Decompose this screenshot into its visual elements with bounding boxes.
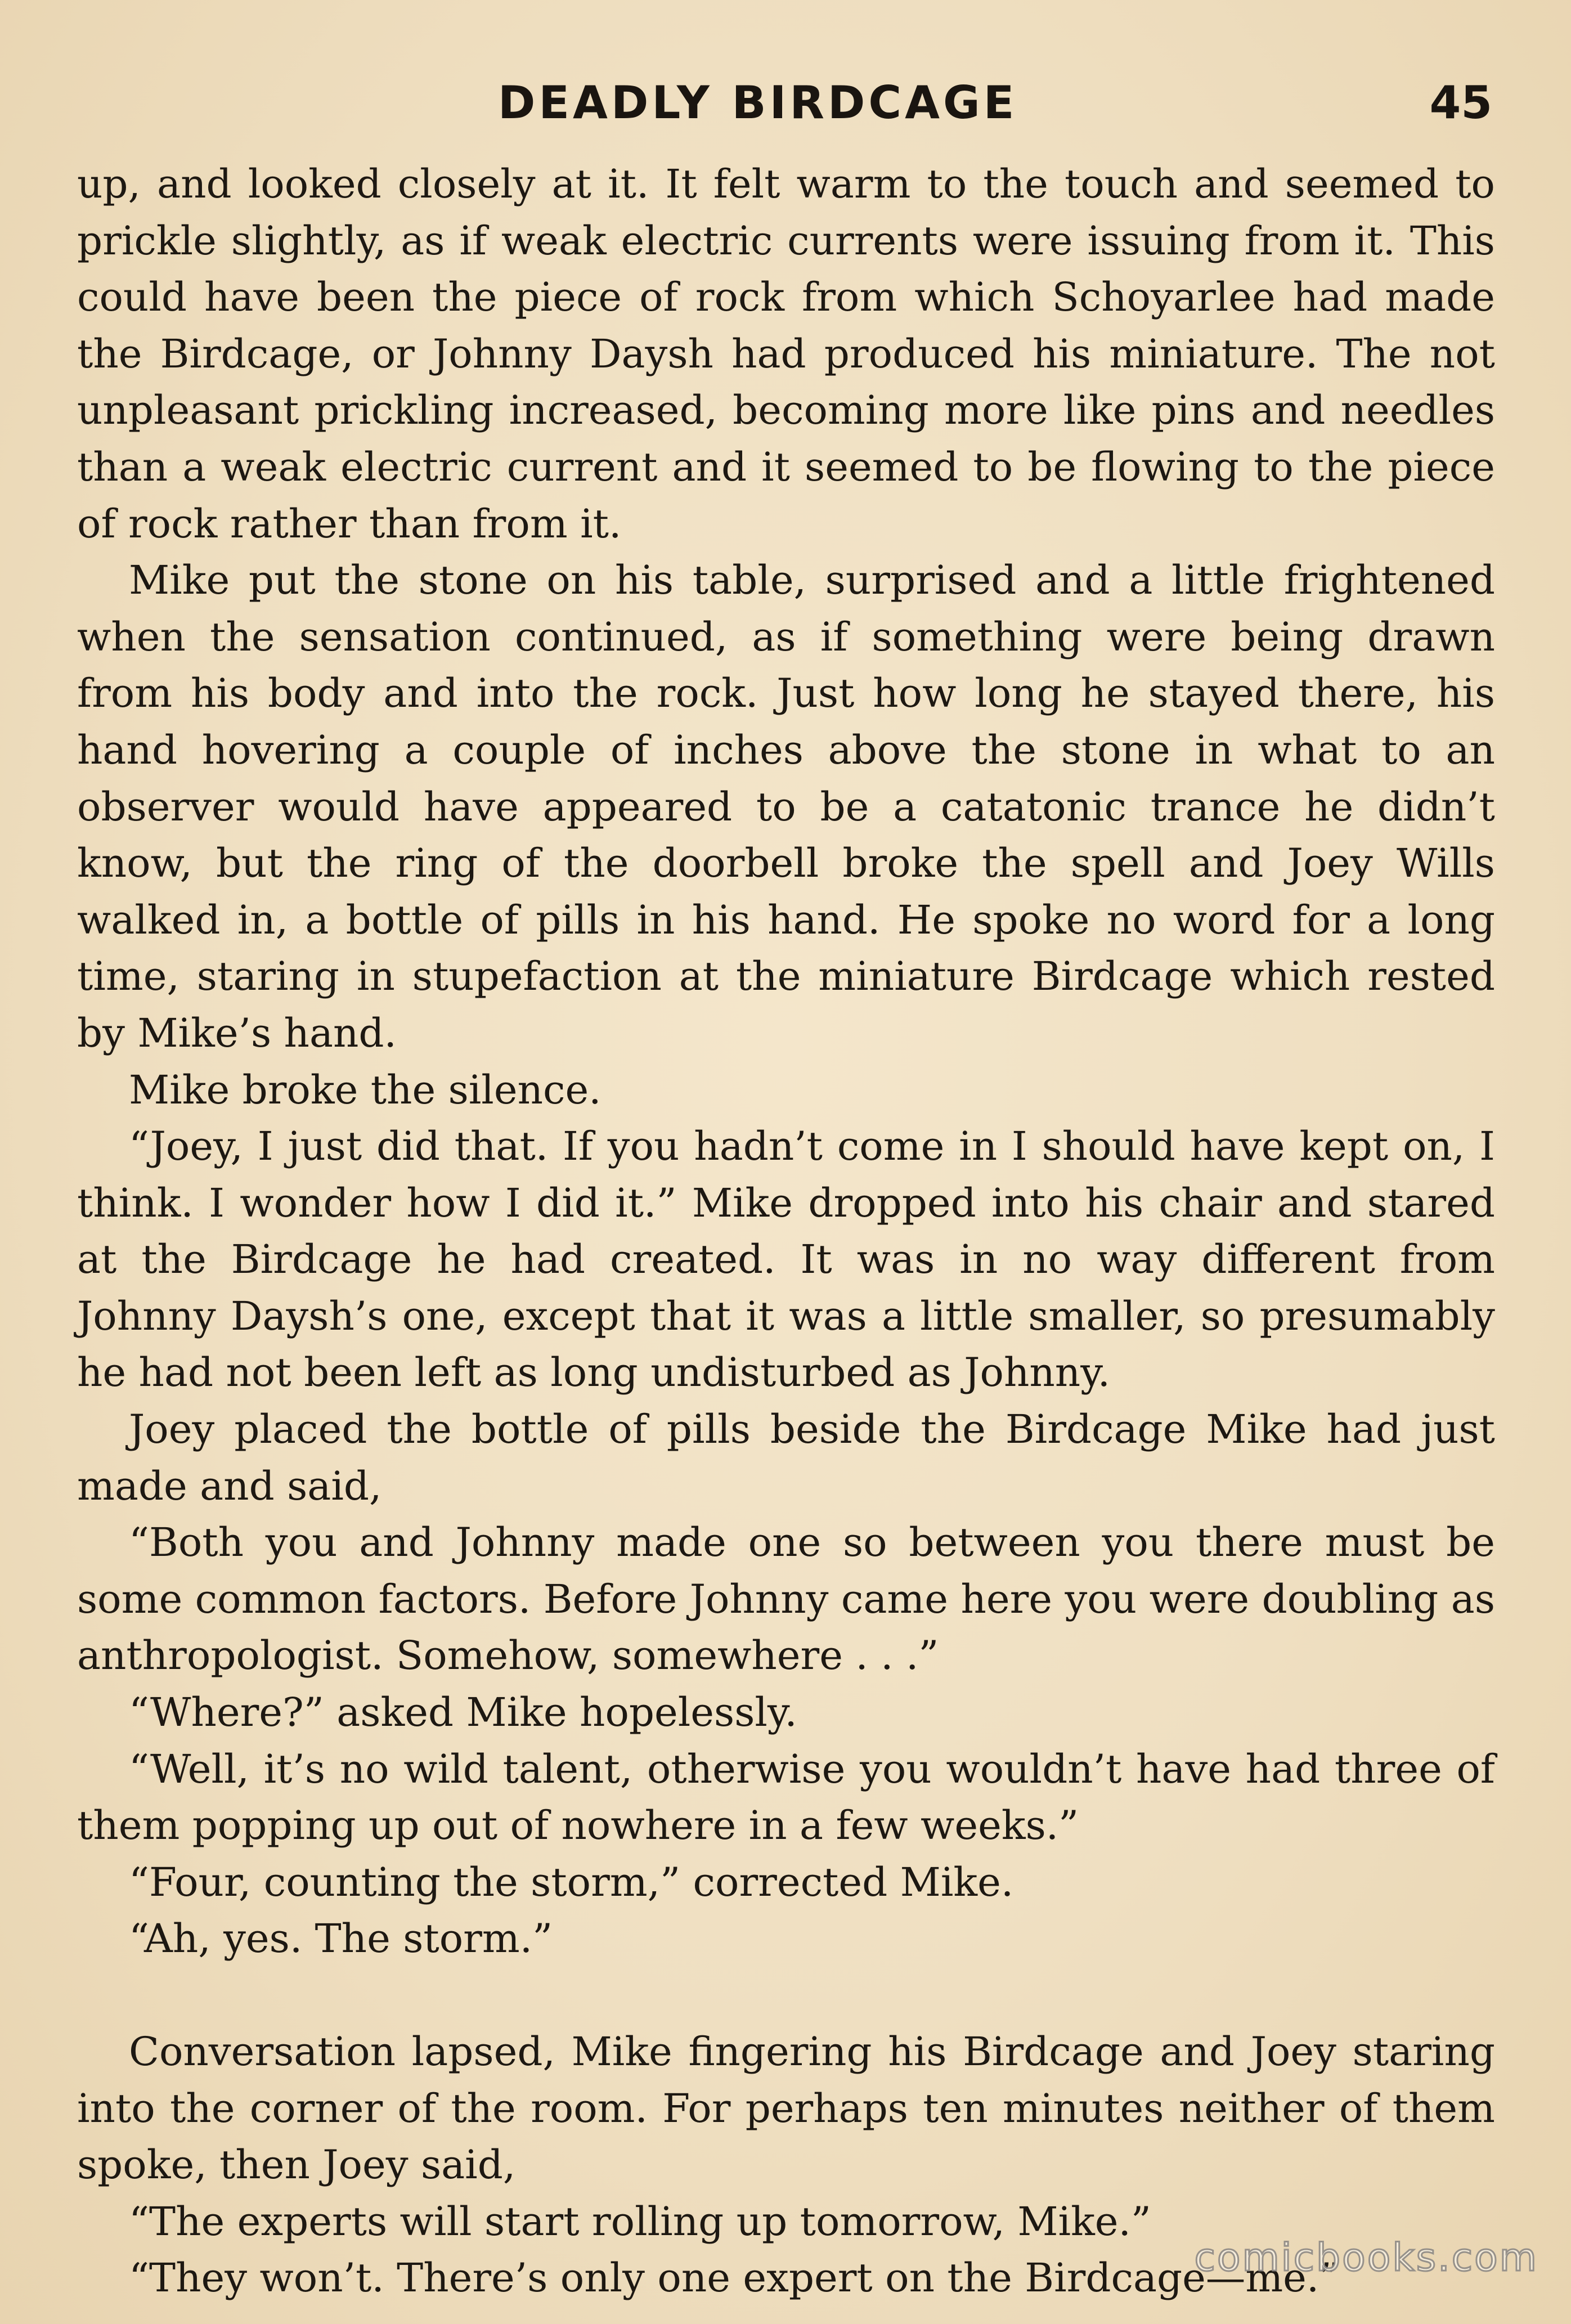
paragraph: “They won’t. There’s only one expert on the Birdcage—me.”	[129, 2255, 1340, 2301]
paragraph: “Joey, I just did that. If you hadn’t come in I should have kept on, I think. I wonder how I did it.” Mike dropped into his chair and stared at the Birdcage he had created. It was in no way different from Johnny Daysh’s one, except that it was a little smaller, so presumably he had not been left as long undisturbed as Johnny.	[77, 1123, 1495, 1396]
running-title: DEADLY BIRDCAGE	[498, 77, 1018, 129]
paragraph: Mike put the stone on his table, surprised and a little frightened when the sensation continued, as if something were being drawn from his body and into the rock. Just how long he stayed there, his hand hovering a couple of inches above the stone in what to an observer would have appeared to be a catatonic trance he didn’t know, but the ring of the doorbell broke the spell and Joey Wills walked in, a bottle of pills in his hand. He spoke no word for a long time, staring in stupefaction at the miniature Birdcage which rested by Mike’s hand.	[77, 557, 1495, 1056]
paragraph: “Where?” asked Mike hopelessly.	[129, 1689, 797, 1736]
paragraph: “Well, it’s no wild talent, otherwise you wouldn’t have had three of them popping up out of nowhere in a few weeks.”	[77, 1746, 1495, 1849]
page-number: 45	[1429, 77, 1492, 129]
page-header	[0, 72, 1571, 134]
body-text	[77, 156, 1495, 2307]
paragraph: Joey placed the bottle of pills beside the Birdcage Mike had just made and said,	[77, 1406, 1495, 1509]
watermark: comicbooks.com	[1194, 2236, 1538, 2280]
paragraph: “The experts will start rolling up tomorrow, Mike.”	[129, 2198, 1151, 2245]
paragraph: up, and looked closely at it. It felt warm to the touch and seemed to prickle slightly, as if weak electric currents were issuing from it. This could have been the piece of rock from which Schoyarlee had made the Birdcage, or Johnny Daysh had produced his miniature. The not unpleasant prickling increased, becoming more like pins and needles than a weak electric current and it seemed to be flowing to the piece of rock rather than from it.	[77, 161, 1495, 547]
paragraph: “Both you and Johnny made one so between you there must be some common factors. Before Johnny came here you were doubling as anthropologist. Somehow, somewhere . . .”	[77, 1519, 1495, 1679]
paragraph: Mike broke the silence.	[129, 1066, 602, 1113]
paragraph: “Four, counting the storm,” corrected Mike.	[129, 1859, 1014, 1905]
paragraph: Conversation lapsed, Mike fingering his Birdcage and Joey staring into the corner of the room. For perhaps ten minutes neither of them spoke, then Joey said,	[77, 2029, 1495, 2188]
section-break	[77, 1967, 1495, 2024]
paragraph: “Ah, yes. The storm.”	[129, 1915, 553, 1962]
